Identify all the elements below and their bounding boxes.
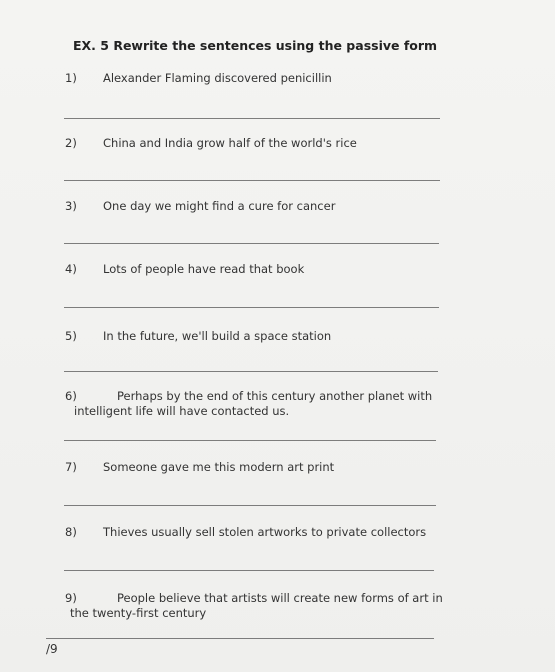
item-4-number: 4) xyxy=(65,262,77,276)
item-5-sentence: In the future, we'll build a space station xyxy=(103,329,332,343)
score-total: /9 xyxy=(46,642,58,656)
item-4-answer-line[interactable] xyxy=(64,307,439,308)
item-1-sentence: Alexander Flaming discovered penicillin xyxy=(103,71,332,85)
exercise-title: EX. 5 Rewrite the sentences using the passive form xyxy=(73,38,438,53)
item-8-answer-line[interactable] xyxy=(64,570,434,571)
item-9-sentence-line1: People believe that artists will create new forms of art in xyxy=(117,591,443,605)
item-7-sentence: Someone gave me this modern art print xyxy=(103,460,335,474)
item-9-sentence-line2: the twenty-first century xyxy=(70,606,207,620)
item-3-number: 3) xyxy=(65,199,77,213)
item-5-number: 5) xyxy=(65,329,77,343)
item-7-answer-line[interactable] xyxy=(64,505,436,506)
item-2-number: 2) xyxy=(65,136,77,150)
item-5-answer-line[interactable] xyxy=(64,371,438,372)
item-8-number: 8) xyxy=(65,525,77,539)
item-2-answer-line[interactable] xyxy=(64,180,440,181)
item-1-answer-line[interactable] xyxy=(64,118,440,119)
item-6-sentence-line2: intelligent life will have contacted us. xyxy=(74,404,290,418)
item-6-number: 6) xyxy=(65,389,77,403)
item-9-answer-line[interactable] xyxy=(46,638,434,639)
item-6-sentence-line1: Perhaps by the end of this century another planet with xyxy=(117,389,433,403)
item-8-sentence: Thieves usually sell stolen artworks to private collectors xyxy=(103,525,427,539)
item-4-sentence: Lots of people have read that book xyxy=(103,262,305,276)
item-3-answer-line[interactable] xyxy=(64,243,439,244)
item-9-number: 9) xyxy=(65,591,77,605)
item-2-sentence: China and India grow half of the world's rice xyxy=(103,136,357,150)
item-6-answer-line[interactable] xyxy=(64,440,436,441)
item-1-number: 1) xyxy=(65,71,77,85)
item-3-sentence: One day we might find a cure for cancer xyxy=(103,199,336,213)
item-7-number: 7) xyxy=(65,460,77,474)
